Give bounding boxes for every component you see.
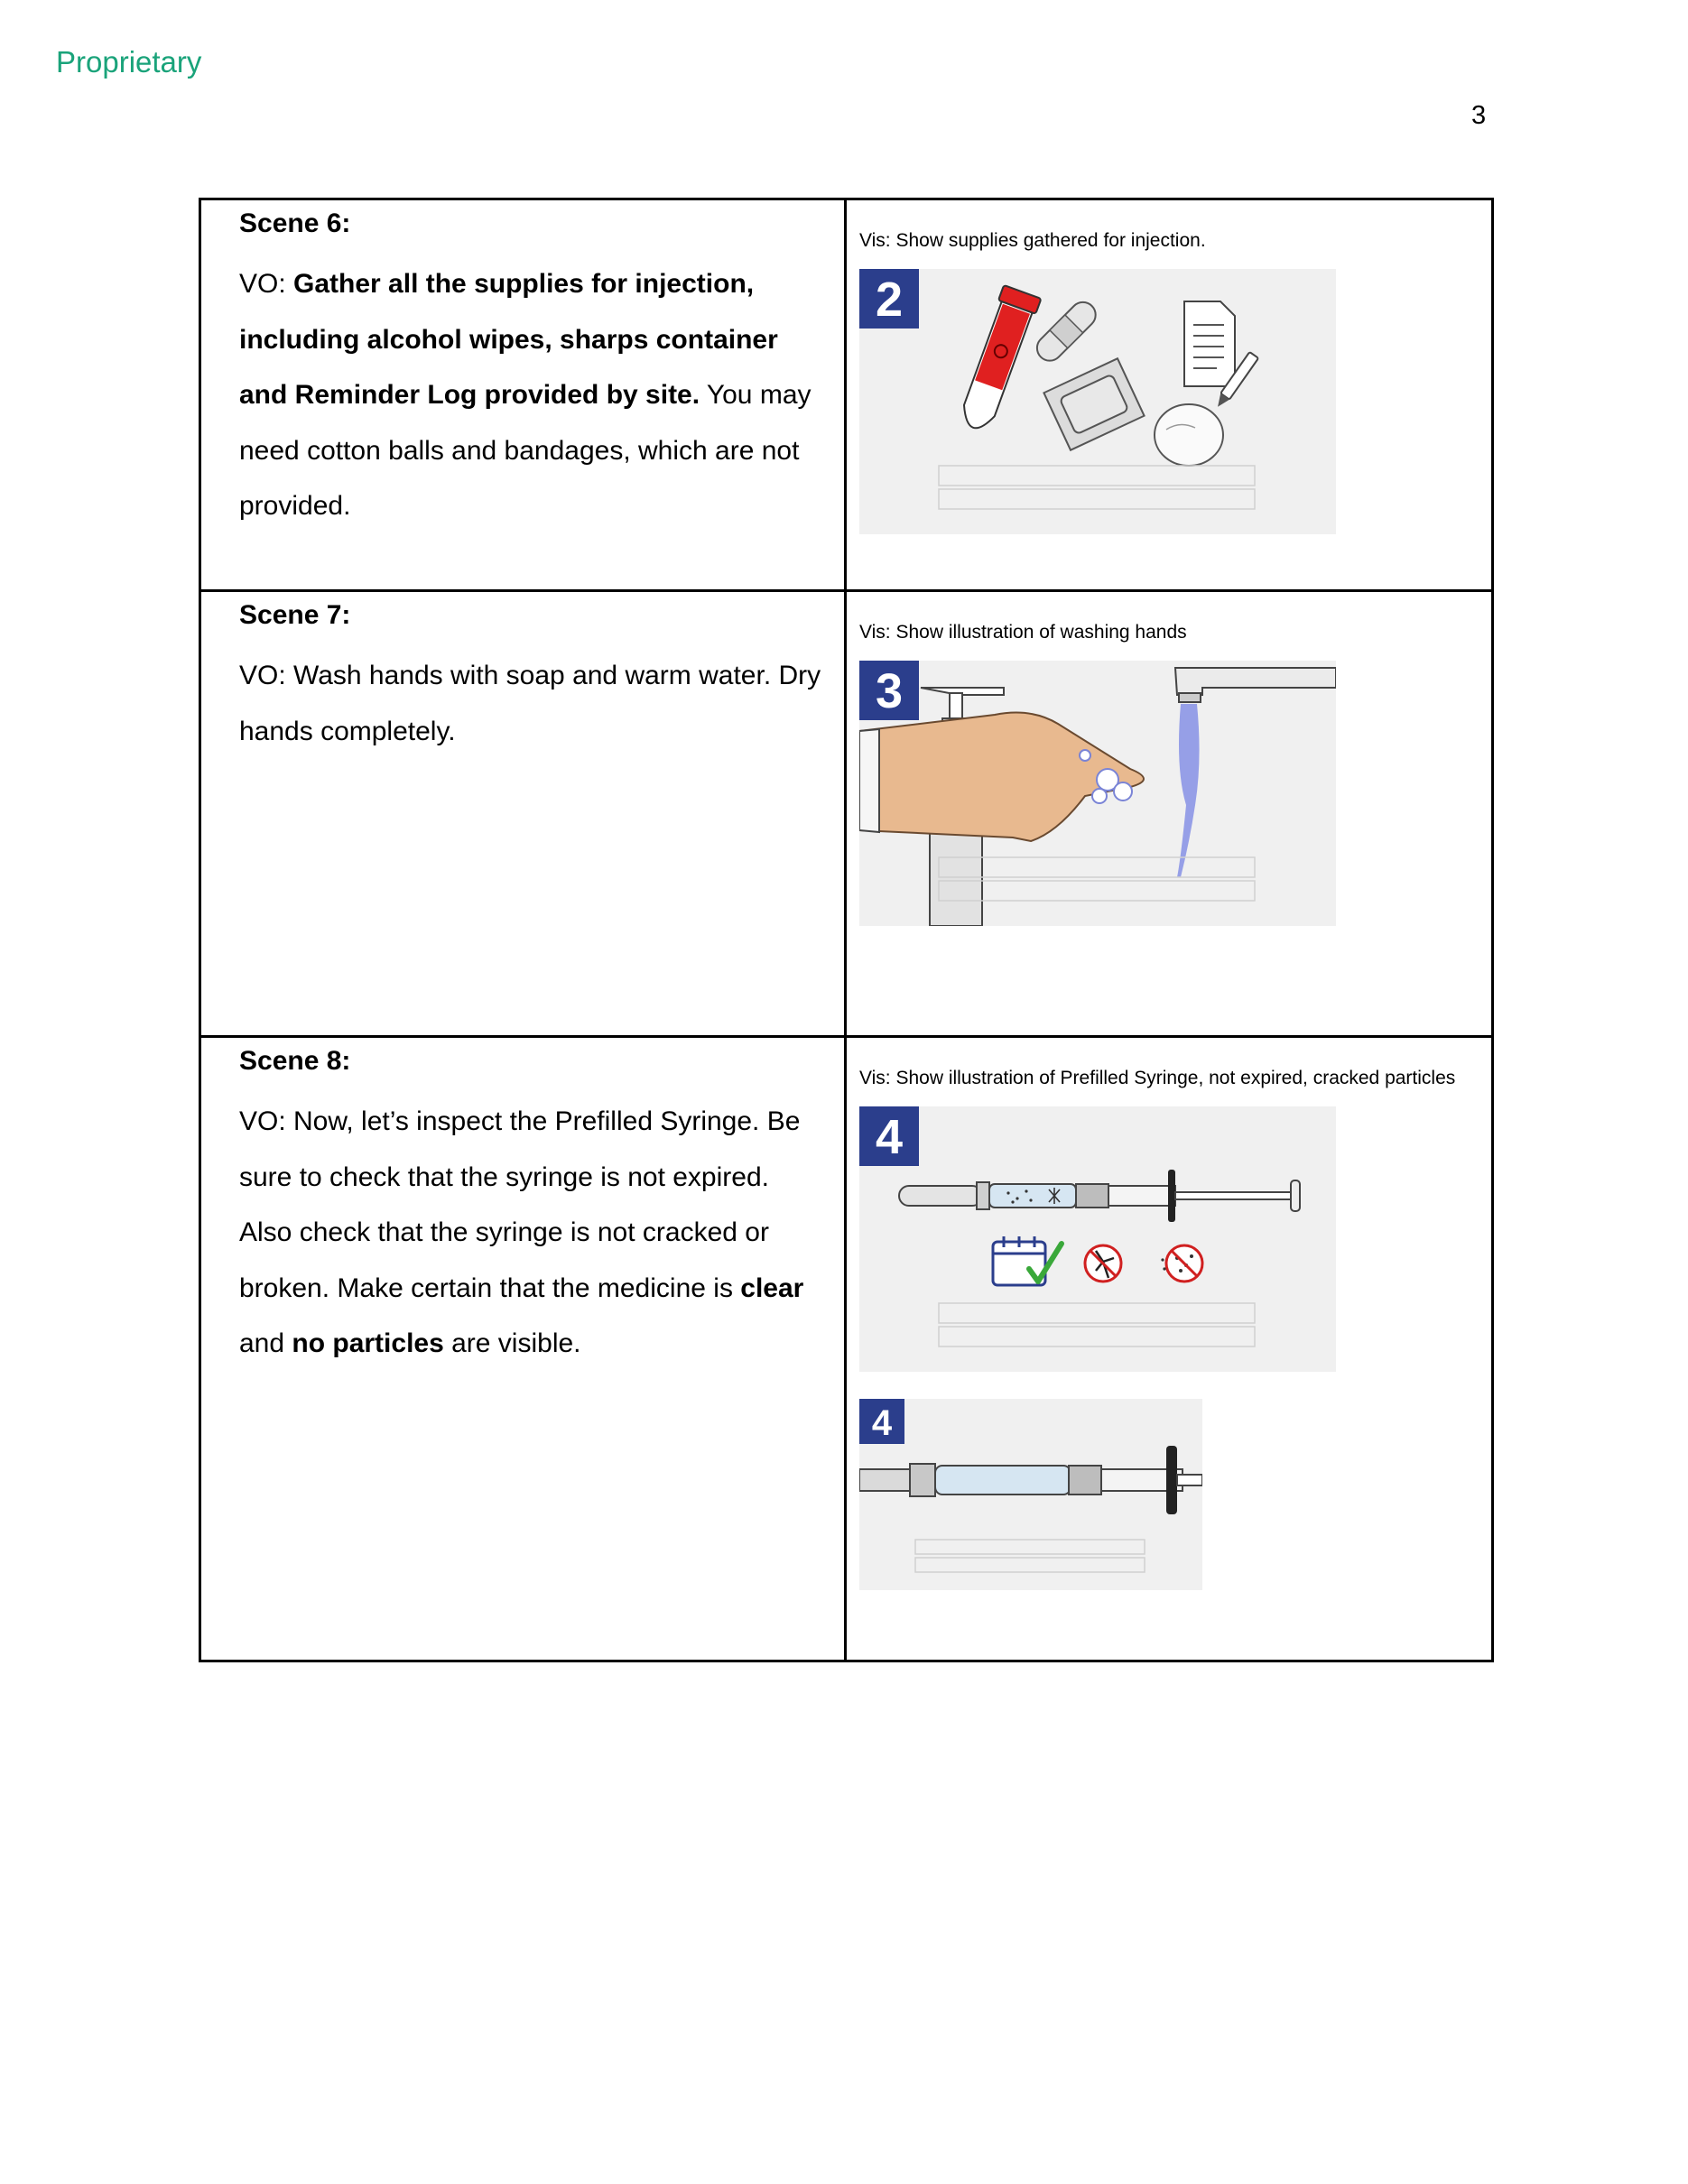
- cotton-ball-icon: [1155, 404, 1223, 466]
- scene-8-visual-cell: [846, 1037, 1493, 1661]
- step-number: 4: [871, 1403, 893, 1443]
- no-cracks-icon: [1085, 1245, 1121, 1282]
- scene-title: Scene 6:: [239, 208, 351, 238]
- page-number: 3: [1471, 101, 1487, 130]
- step-number: 3: [875, 664, 904, 718]
- scene-6-visual-cell: [846, 199, 1493, 591]
- vo-segment: are visible.: [443, 1328, 581, 1358]
- syringe-closeup-illustration: [859, 1399, 1202, 1590]
- voice-over-text: [239, 648, 826, 759]
- vo-segment: VO: Wash hands with soap and warm water. Dry hands completely.: [239, 661, 821, 746]
- hand-washing-illustration: [859, 661, 1336, 926]
- vo-segment: and: [239, 1328, 292, 1358]
- vo-segment: VO:: [239, 269, 294, 299]
- vo-segment: VO: Now, let’s inspect the Prefilled Syringe. Be sure to check that the syringe is not expired. Also check that the syringe is not cracked or broken. Make certain that the medicine is: [239, 1106, 801, 1303]
- voice-over-text: [239, 1094, 826, 1372]
- scene-table: [199, 198, 1494, 1662]
- proprietary-label: Proprietary: [56, 45, 202, 79]
- scene-row-7: [200, 591, 1493, 1037]
- scene-6-script-cell: [200, 199, 846, 591]
- visual-direction: Vis: Show illustration of washing hands: [859, 622, 1187, 643]
- scene-7-visual-cell: [846, 591, 1493, 1037]
- scene-title: Scene 8:: [239, 1046, 351, 1076]
- vo-segment-bold: Gather all the supplies for injection, including alcohol wipes, sharps container and Reminder Log provided by site.: [239, 269, 778, 410]
- syringe-inspection-illustration: [859, 1106, 1336, 1372]
- scene-row-6: [200, 199, 1493, 591]
- step-number: 4: [875, 1110, 904, 1164]
- scene-8-script-cell: [200, 1037, 846, 1661]
- reminder-log-icon: [1184, 301, 1235, 386]
- scene-7-script-cell: [200, 591, 846, 1037]
- visual-direction: Vis: Show illustration of Prefilled Syringe, not expired, cracked particles: [859, 1068, 1456, 1088]
- vo-segment-bold: no particles: [292, 1328, 444, 1358]
- vo-segment: You may need cotton balls and bandages, which are not provided.: [239, 380, 812, 521]
- visual-direction: Vis: Show supplies gathered for injection.: [859, 230, 1206, 251]
- step-number: 2: [875, 273, 904, 327]
- supplies-illustration: [859, 269, 1336, 534]
- vo-segment-bold: clear: [740, 1272, 804, 1303]
- voice-over-text: [239, 256, 826, 534]
- scene-title: Scene 7:: [239, 600, 351, 630]
- scene-row-8: [200, 1037, 1493, 1661]
- illustration-panel: [859, 1106, 1336, 1372]
